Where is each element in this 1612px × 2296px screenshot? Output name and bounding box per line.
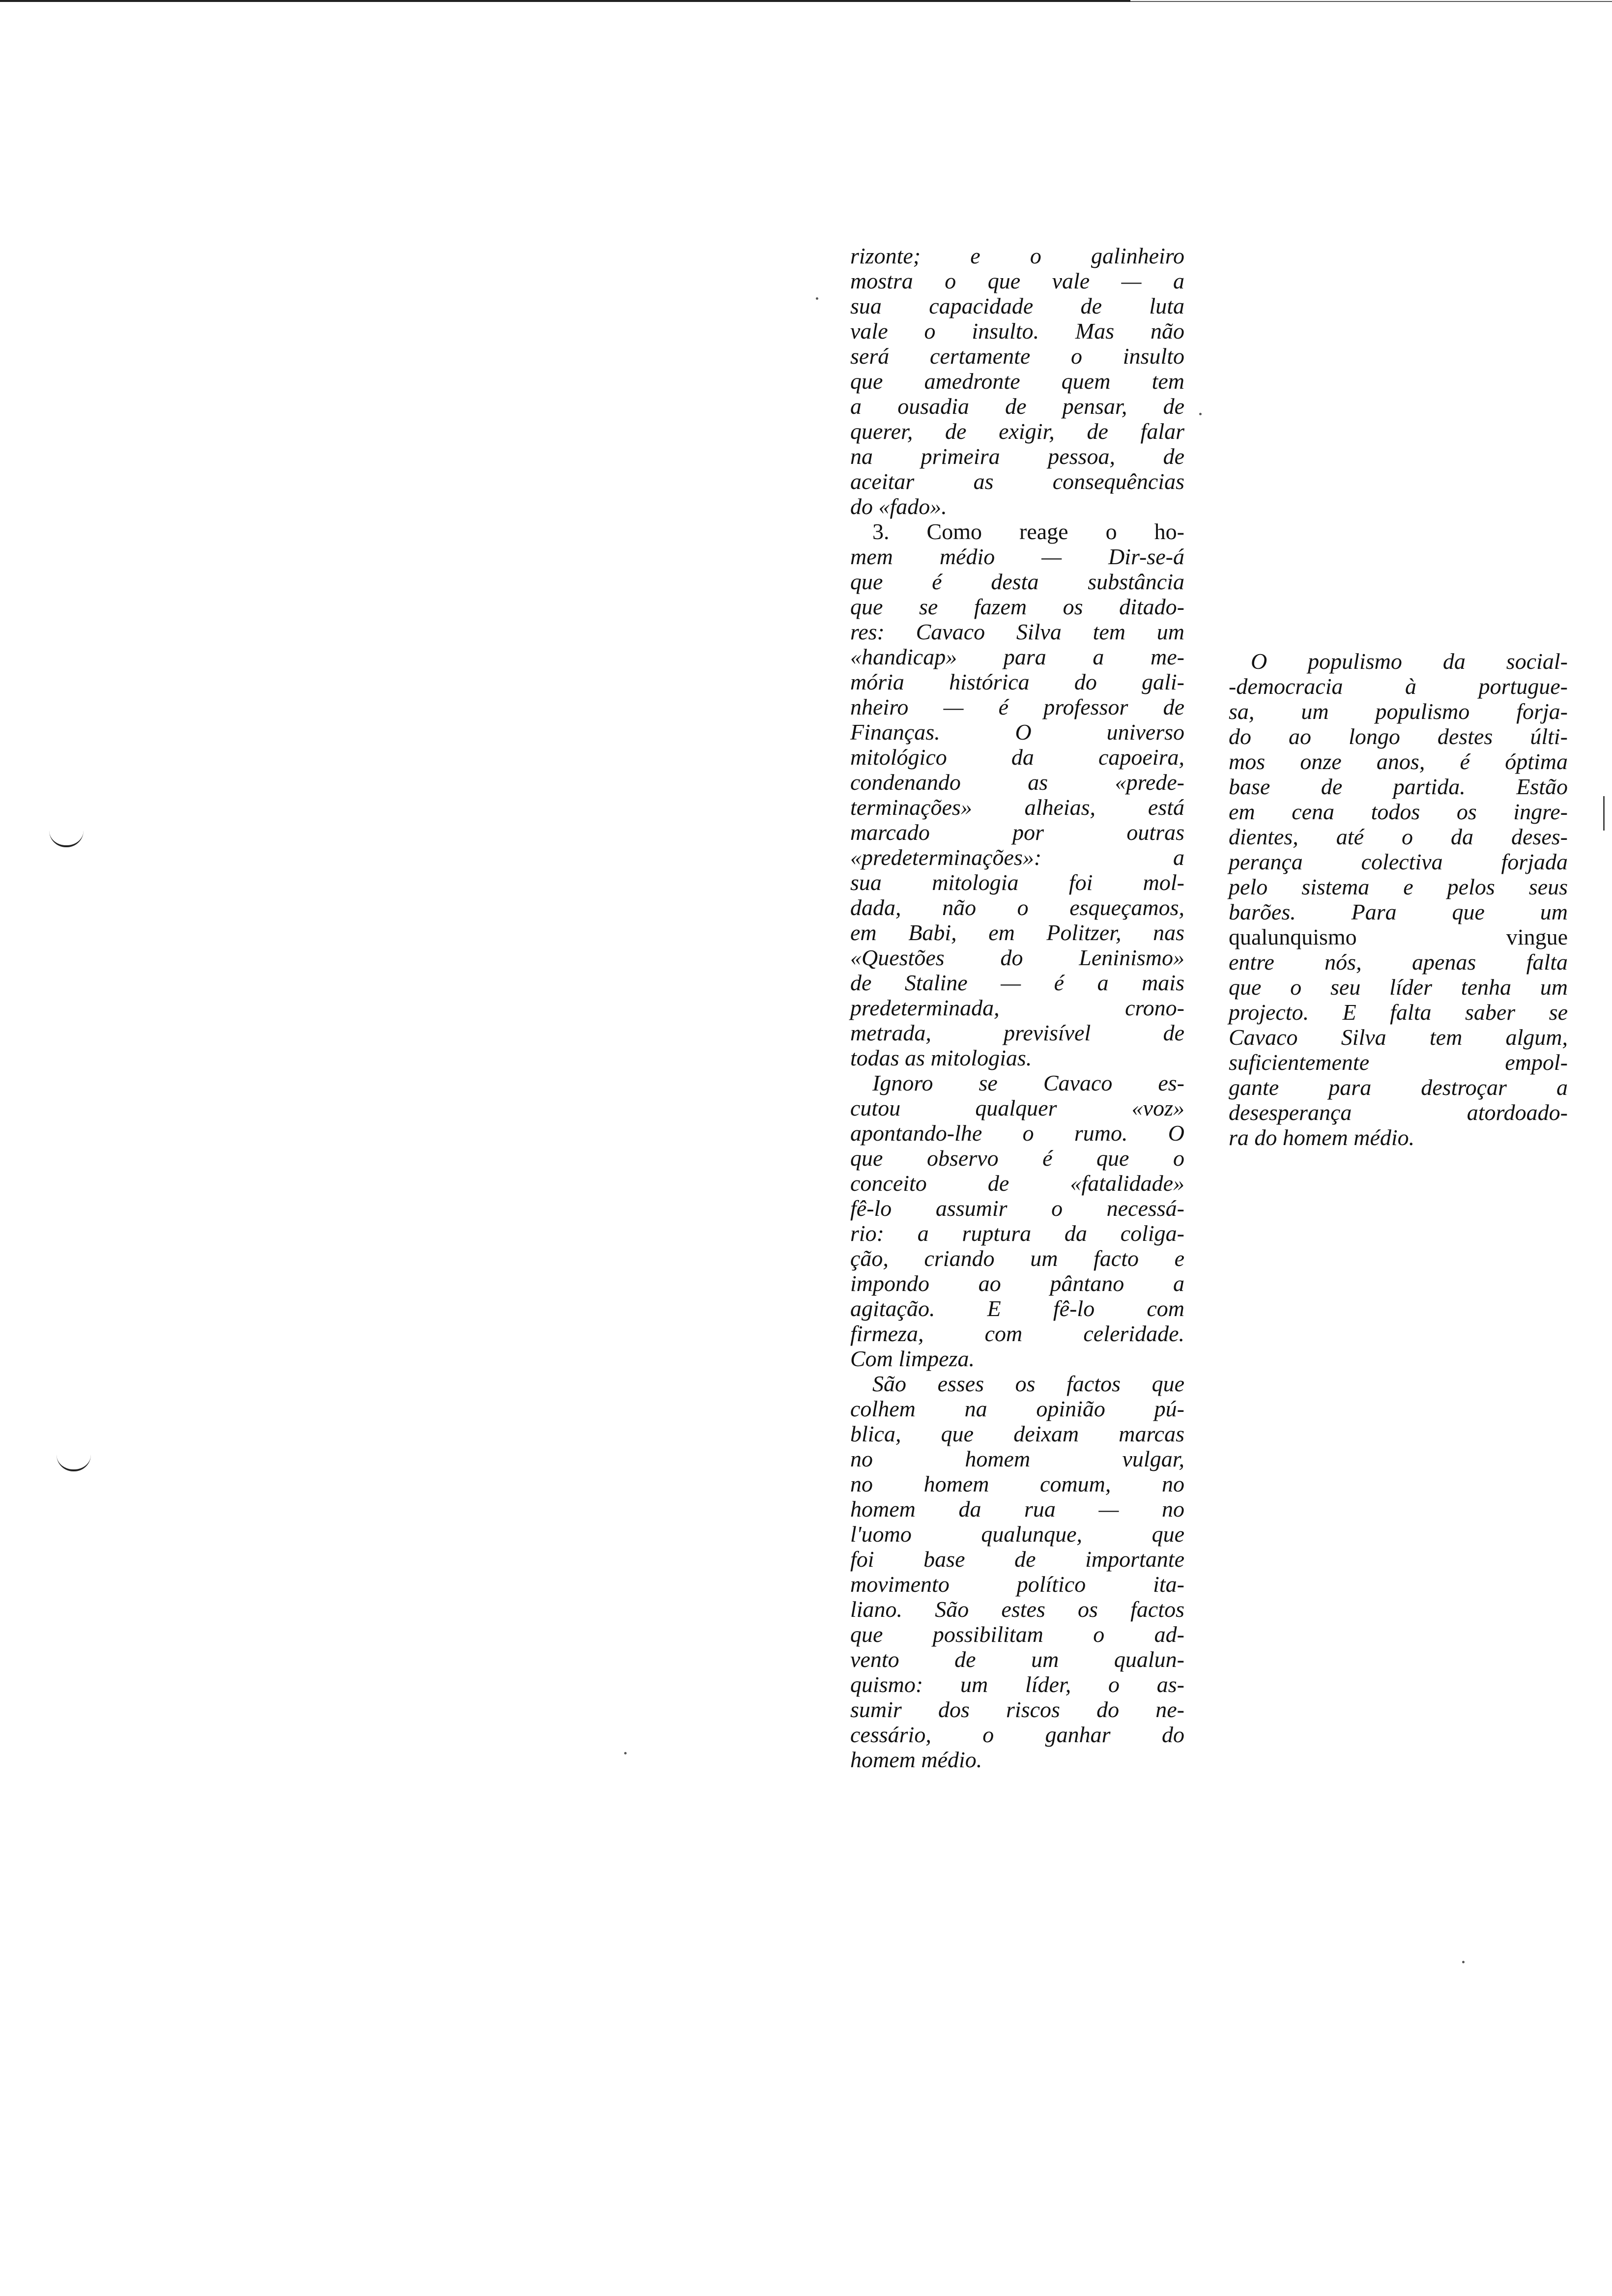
text-line: aceitar as consequências — [850, 469, 1184, 494]
text-line: terminações» alheias, está — [850, 795, 1184, 820]
text-line: rizonte; e o galinheiro — [850, 243, 1184, 268]
text-line: sua capacidade de luta — [850, 293, 1184, 318]
text-line: homem médio. — [850, 1747, 982, 1772]
scan-speck — [624, 1752, 627, 1754]
text-line: mostra o que vale — a — [850, 268, 1184, 293]
text-line: impondo ao pântano a — [850, 1271, 1184, 1296]
text-line: agitação. E fê-lo com — [850, 1296, 1184, 1321]
text-line: marcado por outras — [850, 820, 1184, 845]
text-line: que se fazem os ditado- — [850, 594, 1184, 619]
pull-quote-line: qualunquismo vingue — [1229, 924, 1568, 949]
pull-quote-column — [1229, 649, 1568, 1150]
section-heading-line: 3. Como reage o ho- — [872, 519, 1184, 544]
text-line: na primeira pessoa, de — [850, 444, 1184, 469]
text-line: todas as mitologias. — [850, 1045, 1032, 1070]
text-line: blica, que deixam marcas — [850, 1421, 1184, 1446]
pull-quote-line: entre nós, apenas falta — [1229, 949, 1568, 975]
text-line: quismo: um líder, o as- — [850, 1672, 1184, 1697]
pull-quote-line: dientes, até o da deses- — [1229, 824, 1568, 849]
text-line: cessário, o ganhar do — [850, 1722, 1184, 1747]
text-line: condenando as «prede- — [850, 770, 1184, 795]
text-line: que é desta substância — [850, 569, 1184, 594]
pull-quote-line: Cavaco Silva tem algum, — [1229, 1025, 1568, 1050]
binder-hole-mark — [49, 831, 84, 847]
text-line: «predeterminações»: a — [850, 845, 1184, 870]
text-line: Finanças. O universo — [850, 719, 1184, 745]
text-line: no homem comum, no — [850, 1471, 1184, 1496]
text-line: mem médio — Dir-se-á — [850, 544, 1184, 569]
text-line: ção, criando um facto e — [850, 1246, 1184, 1271]
text-line: liano. São estes os factos — [850, 1597, 1184, 1622]
text-line: do «fado». — [850, 494, 947, 519]
text-line: será certamente o insulto — [850, 344, 1184, 369]
text-line: que possibilitam o ad- — [850, 1622, 1184, 1647]
pull-quote-line: desesperança atordoado- — [1229, 1100, 1568, 1125]
pull-quote-line: em cena todos os ingre- — [1229, 799, 1568, 824]
text-line: a ousadia de pensar, de — [850, 394, 1184, 419]
binder-hole-mark — [57, 1455, 91, 1471]
text-line: l'uomo qualunque, que — [850, 1521, 1184, 1547]
pull-quote-line: do ao longo destes últi- — [1229, 724, 1568, 749]
top-rule — [0, 0, 1130, 2]
top-rule-right — [1130, 1, 1612, 2]
text-line: firmeza, com celeridade. — [850, 1321, 1184, 1346]
text-line: no homem vulgar, — [850, 1446, 1184, 1471]
text-line: colhem na opinião pú- — [850, 1396, 1184, 1421]
text-line: apontando-lhe o rumo. O — [850, 1120, 1184, 1146]
text-line: em Babi, em Politzer, nas — [850, 920, 1184, 945]
text-line: metrada, previsível de — [850, 1020, 1184, 1045]
text-line: Com limpeza. — [850, 1346, 975, 1371]
text-line: res: Cavaco Silva tem um — [850, 619, 1184, 644]
text-line: sumir dos riscos do ne- — [850, 1697, 1184, 1722]
pull-quote-line: que o seu líder tenha um — [1229, 975, 1568, 1000]
text-line: fê-lo assumir o necessá- — [850, 1196, 1184, 1221]
pull-quote-line: perança colectiva forjada — [1229, 849, 1568, 874]
text-line: que observo é que o — [850, 1146, 1184, 1171]
edge-mark — [1603, 796, 1605, 831]
text-line: «Questões do Leninismo» — [850, 945, 1184, 970]
text-line: homem da rua — no — [850, 1496, 1184, 1521]
pull-quote-line: barões. Para que um — [1229, 899, 1568, 924]
scan-speck — [1199, 413, 1202, 415]
text-line: vale o insulto. Mas não — [850, 318, 1184, 344]
text-line: foi base de importante — [850, 1547, 1184, 1572]
text-line: dada, não o esqueçamos, — [850, 895, 1184, 920]
text-line: querer, de exigir, de falar — [850, 419, 1184, 444]
text-line: sua mitologia foi mol- — [850, 870, 1184, 895]
text-line: mitológico da capoeira, — [850, 745, 1184, 770]
text-line: vento de um qualun- — [850, 1647, 1184, 1672]
text-line: de Staline — é a mais — [850, 970, 1184, 995]
text-line: nheiro — é professor de — [850, 694, 1184, 719]
pull-quote-line: suficientemente empol- — [1229, 1050, 1568, 1075]
pull-quote-line: pelo sistema e pelos seus — [1229, 874, 1568, 899]
pull-quote-line: ra do homem médio. — [1229, 1125, 1415, 1150]
scan-speck — [1462, 1961, 1465, 1963]
text-line: cutou qualquer «voz» — [850, 1095, 1184, 1120]
text-line: São esses os factos que — [872, 1371, 1184, 1396]
text-line: Ignoro se Cavaco es- — [872, 1070, 1184, 1095]
text-line: predeterminada, crono- — [850, 995, 1184, 1020]
main-text-column — [850, 243, 1184, 1772]
text-line: rio: a ruptura da coliga- — [850, 1221, 1184, 1246]
pull-quote-line: O populismo da social- — [1251, 649, 1568, 674]
pull-quote-line: projecto. E falta saber se — [1229, 1000, 1568, 1025]
pull-quote-line: -democracia à portugue- — [1229, 674, 1568, 699]
pull-quote-line: base de partida. Estão — [1229, 774, 1568, 799]
text-line: que amedronte quem tem — [850, 369, 1184, 394]
text-line: movimento político ita- — [850, 1572, 1184, 1597]
text-line: conceito de «fatalidade» — [850, 1171, 1184, 1196]
pull-quote-line: gante para destroçar a — [1229, 1075, 1568, 1100]
scan-speck — [816, 297, 818, 300]
pull-quote-line: sa, um populismo forja- — [1229, 699, 1568, 724]
pull-quote-line: mos onze anos, é óptima — [1229, 749, 1568, 774]
text-line: mória histórica do gali- — [850, 669, 1184, 694]
text-line: «handicap» para a me- — [850, 644, 1184, 669]
